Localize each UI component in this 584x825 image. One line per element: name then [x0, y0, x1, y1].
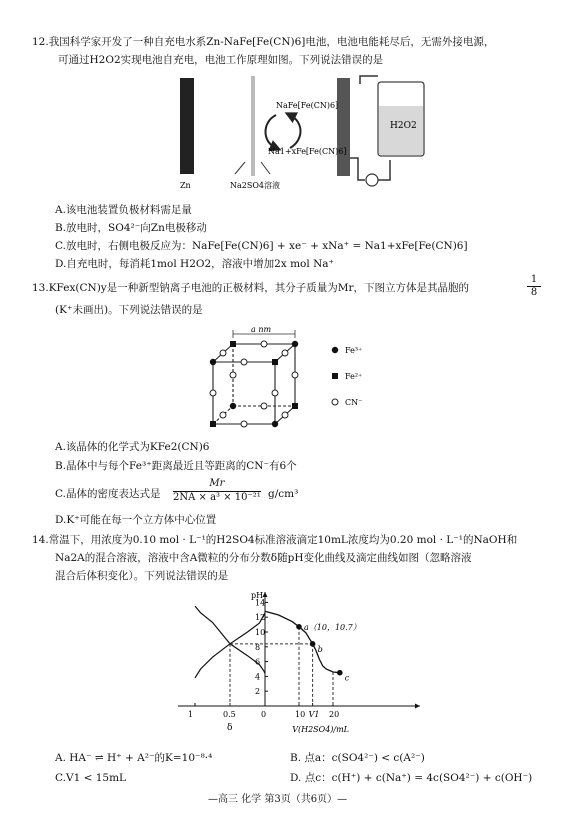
label-solution: Na2SO4溶液: [230, 181, 280, 190]
density-numerator: Mr: [173, 478, 261, 492]
y-tick-label: 4: [255, 672, 261, 682]
q13-frac-num: 1: [527, 274, 541, 287]
q12-option-b: B.放电时，SO4²⁻向Zn电极移动: [55, 222, 207, 234]
point-label-a: a（10，10.7）: [304, 622, 361, 632]
legend-fe2: Fe²⁺: [345, 372, 363, 381]
x-axis-arrow: [415, 704, 420, 709]
point-a: [296, 624, 302, 630]
point-label-b: b: [317, 644, 323, 654]
q14-option-d: D. 点c：c(H⁺) + c(Na⁺) = 4c(SO4²⁻) + c(OH⁻): [290, 772, 533, 784]
q12-stem-line2: 可通过H2O2实现电池自充电，电池工作原理如图。下列说法错误的是: [58, 54, 384, 66]
delta-axis-label: δ: [227, 723, 233, 733]
y-tick-label: 14: [255, 598, 266, 608]
label-bottom-compound: Na1+xFe[Fe(CN)6]: [268, 147, 347, 156]
q13-option-c-fraction: [173, 478, 261, 504]
q14-option-c: C.V1 < 15mL: [55, 772, 127, 784]
point-b: [310, 641, 316, 647]
x-tick-label: 10: [295, 710, 306, 719]
q13-fraction: [527, 274, 541, 298]
point-label-c: c: [344, 673, 350, 683]
q12-option-c: C.放电时，右侧电极反应为：NaFe[Fe(CN)6] + xe⁻ + xNa⁺ = Na1+xFe[Fe(CN)6]: [55, 240, 468, 252]
edge-label: a nm: [251, 325, 272, 334]
y-tick-label: 2: [255, 687, 261, 697]
titration-curve: [265, 611, 340, 672]
page-footer: —高三 化学 第3页（共6页）—: [208, 794, 348, 805]
y-axis-label: pH: [251, 591, 264, 600]
x-tick-label: 0: [261, 710, 267, 719]
label-h2o2: H2O2: [390, 121, 417, 131]
delta-tick-label: 0.5: [223, 710, 236, 719]
q13-option-c-prefix: C.晶体的密度表达式是: [55, 488, 161, 500]
q14-option-a: A. HA⁻ ⇌ H⁺ + A²⁻的K=10⁻⁸·⁴: [55, 752, 213, 764]
density-denominator: 2NA × a³ × 10⁻²¹: [173, 491, 261, 503]
q14-stem-line2: Na2A的混合溶液，溶液中含A微粒的分布分数δ随pH变化曲线及滴定曲线如图（忽略溶液: [55, 552, 472, 564]
q13-frac-den: 8: [530, 286, 538, 298]
q14-chart: [170, 588, 430, 748]
q12-option-d: D.自充电时，每消耗1mol H2O2，溶液中增加2x mol Na⁺: [55, 258, 335, 270]
delta-tick-label: 1: [188, 710, 194, 719]
right-electrode: [337, 78, 350, 176]
membrane-rod: [251, 76, 255, 176]
q13-option-d: D.K⁺可能在每一个立方体中心位置: [55, 514, 217, 526]
y-tick-label: 6: [255, 657, 261, 667]
x-tick-label: V1: [308, 710, 320, 719]
q12-stem-line1: 12.我国科学家开发了一种自充电水系Zn-NaFe[Fe(CN)6]电池，电池电能耗尽后，无需外接电源，: [32, 36, 495, 48]
pump-icon: [366, 174, 378, 186]
q14-stem-line1: 14.常温下，用浓度为0.10 mol · L⁻¹的H2SO4标准溶液滴定10mL浓度均为0.20 mol · L⁻¹的NaOH和: [32, 534, 518, 546]
y-tick-label: 10: [255, 628, 266, 637]
q12-battery-figure: [150, 70, 450, 195]
q13-option-b: B.晶体中与每个Fe³⁺距离最近且等距离的CN⁻有6个: [55, 460, 297, 472]
legend-fe3: Fe³⁺: [345, 346, 363, 355]
q13-crystal-cell-figure: [195, 322, 395, 437]
y-tick-label: 12: [255, 613, 266, 623]
label-top-compound: NaFe[Fe(CN)6]: [276, 101, 339, 110]
zn-electrode: [180, 78, 194, 174]
x-tick-label: 20: [329, 710, 340, 719]
q12-option-a: A.该电池装置负极材料需足量: [55, 204, 192, 216]
q14-option-b: B. 点a：c(SO4²⁻) < c(A²⁻): [290, 752, 425, 764]
y-axis-arrow: [263, 592, 268, 597]
q13-stem-line2: (K⁺未画出)。下列说法错误的是: [55, 304, 203, 316]
point-c: [337, 670, 343, 676]
y-tick-label: 8: [255, 642, 261, 652]
q13-option-a: A.该晶体的化学式为KFe2(CN)6: [55, 441, 210, 453]
q13-option-c-unit: g/cm³: [268, 488, 299, 500]
x-axis-label: V(H2SO4)/mL: [292, 725, 350, 734]
legend-cn: CN⁻: [345, 398, 363, 407]
q14-stem-line3: 混合后体积变化）。下列说法错误的是: [55, 570, 229, 582]
q13-stem-line1: 13.KFex(CN)y是一种新型钠离子电池的正极材料，其分子质量为Mr，下图立方体是其晶胞的: [32, 282, 470, 294]
label-zn: Zn: [180, 181, 191, 190]
